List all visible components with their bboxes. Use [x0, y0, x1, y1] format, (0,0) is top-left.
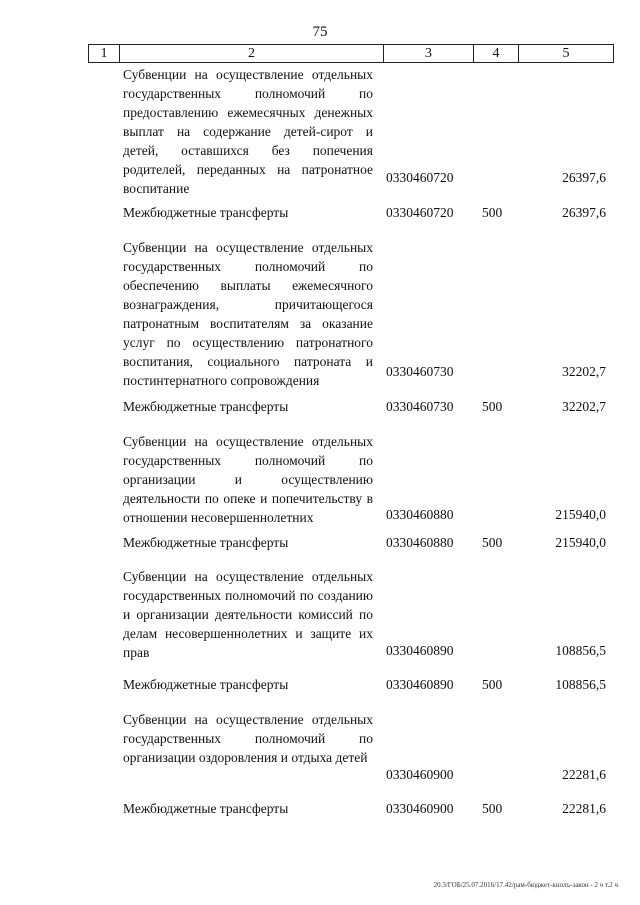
row-amount: 32202,7 — [562, 364, 606, 379]
row-description: Субвенции на осуществление отдельных государственных полномочий по обеспечению выплаты ежемесячного вознаграждения, причитающегося патронатным воспитателям за оказание услуг по осуществлению патронатного воспитания, социального патроната и постинтернатного сопровождения — [123, 240, 373, 388]
header-col-3: 3 — [384, 45, 474, 62]
table-row — [0, 238, 640, 388]
row-description: Межбюджетные трансферты — [123, 677, 289, 692]
row-description: Субвенции на осуществление отдельных государственных полномочий по предоставлению ежемесячных денежных выплат на содержание детей-сирот и детей, оставшихся без попечения родителей, переданных на патронатное воспитание — [123, 67, 373, 196]
table-row — [0, 65, 640, 196]
table-row — [0, 203, 640, 222]
table-row — [0, 432, 640, 524]
row-amount: 108856,5 — [555, 643, 606, 658]
row-description: Межбюджетные трансферты — [123, 205, 289, 220]
table-header — [88, 44, 614, 63]
table-row — [0, 533, 640, 552]
row-description: Субвенции на осуществление отдельных государственных полномочий по организации и осуществлению деятельности по опеке и попечительству в отношении несовершеннолетних — [123, 434, 373, 525]
header-col-4: 4 — [474, 45, 519, 62]
row-amount: 108856,5 — [555, 677, 606, 692]
row-type: 500 — [482, 801, 503, 816]
header-col-1: 1 — [89, 45, 120, 62]
row-description: Межбюджетные трансферты — [123, 801, 289, 816]
row-code: 0330460720 — [386, 170, 454, 185]
row-amount: 26397,6 — [562, 170, 606, 185]
row-code: 0330460890 — [386, 643, 454, 658]
row-amount: 22281,6 — [562, 767, 606, 782]
row-amount: 32202,7 — [562, 399, 606, 414]
row-description: Межбюджетные трансферты — [123, 535, 289, 550]
row-type: 500 — [482, 399, 503, 414]
row-amount: 215940,0 — [555, 535, 606, 550]
row-amount: 26397,6 — [562, 205, 606, 220]
row-code: 0330460890 — [386, 677, 454, 692]
table-row — [0, 397, 640, 416]
row-code: 0330460880 — [386, 535, 454, 550]
row-code: 0330460730 — [386, 399, 454, 414]
table-row — [0, 710, 640, 784]
page-number: 75 — [312, 24, 328, 40]
row-code: 0330460900 — [386, 767, 454, 782]
row-code: 0330460720 — [386, 205, 454, 220]
row-description: Межбюджетные трансферты — [123, 399, 289, 414]
table-row — [0, 675, 640, 694]
row-description: Субвенции на осуществление отдельных государственных полномочий по созданию и организации деятельности комиссий по делам несовершеннолетних и защите их прав — [123, 569, 373, 660]
row-type: 500 — [482, 205, 503, 220]
row-type: 500 — [482, 677, 503, 692]
row-description: Субвенции на осуществление отдельных государственных полномочий по организации оздоровления и отдыха детей — [123, 712, 373, 765]
document-footer-code: 20.3/ГОБ/25.07.2016/17.42/рам-бюджет-кнолъ-закон - 2 ч т.2 ч — [433, 881, 618, 889]
row-code: 0330460730 — [386, 364, 454, 379]
header-col-5: 5 — [562, 46, 570, 61]
header-col-2: 2 — [120, 45, 384, 62]
row-code: 0330460900 — [386, 801, 454, 816]
row-amount: 215940,0 — [555, 507, 606, 522]
row-amount: 22281,6 — [562, 801, 606, 816]
table-row — [0, 799, 640, 818]
row-type: 500 — [482, 535, 503, 550]
table-row — [0, 567, 640, 660]
row-code: 0330460880 — [386, 507, 454, 522]
